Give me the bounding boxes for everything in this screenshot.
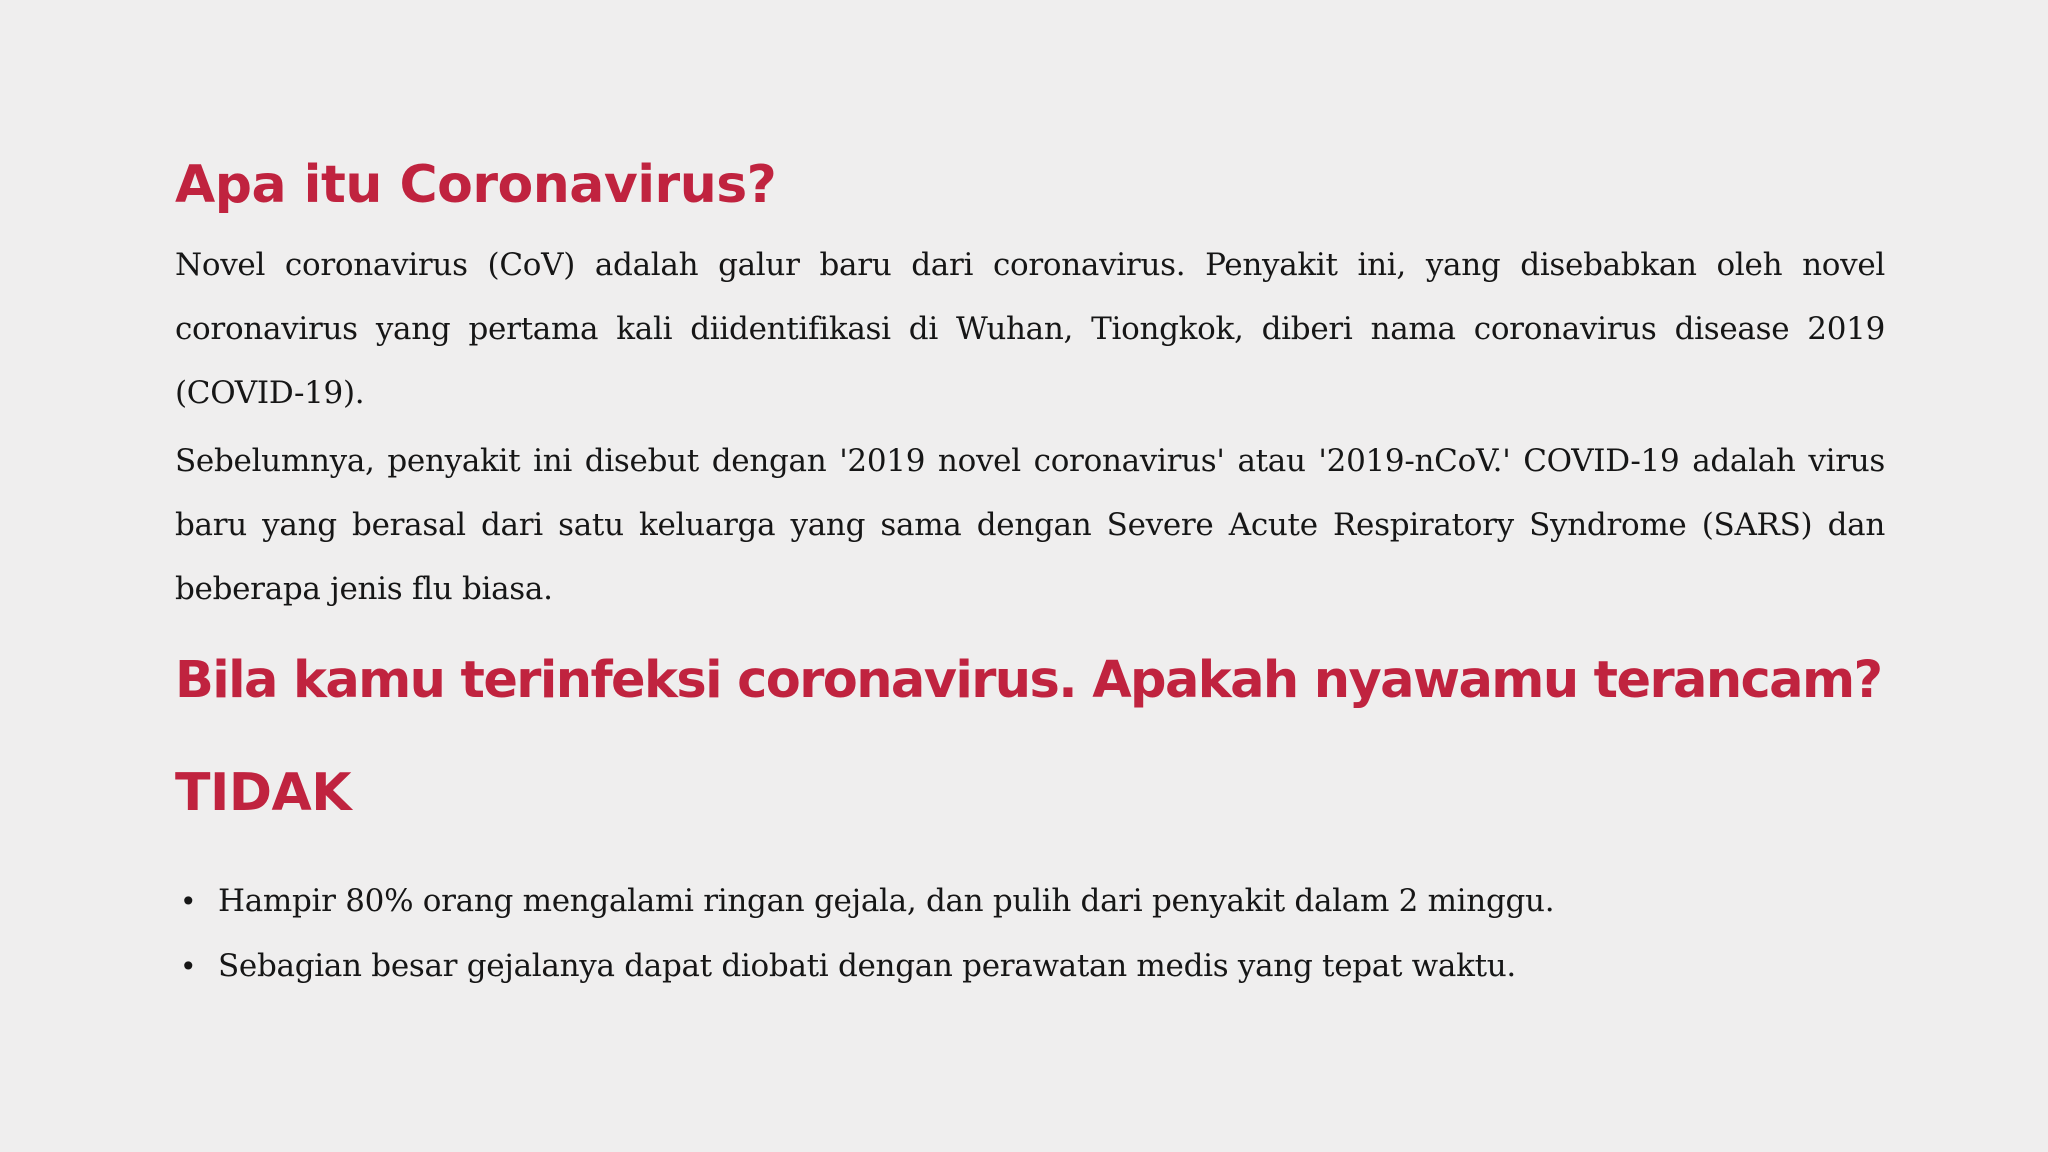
heading-what-is-coronavirus: Apa itu Coronavirus?: [175, 155, 777, 215]
slide-content: [175, 145, 1885, 999]
bullet-list: [175, 869, 1885, 999]
heading-question: Bila kamu terinfeksi coronavirus. Apakah nyawamu terancam?: [175, 651, 1882, 710]
list-item-text: Hampir 80% orang mengalami ringan gejala, dan pulih dari penyakit dalam 2 minggu.: [218, 883, 1555, 919]
list-item: [175, 934, 1885, 999]
paragraph-background: Sebelumnya, penyakit ini disebut dengan '2019 novel coronavirus' atau '2019-nCoV.' COVID-19 adalah virus baru yang berasal dari satu keluarga yang sama dengan Severe Acute Respiratory Syndrome (SARS) dan beberapa jenis flu biasa.: [175, 443, 1885, 607]
heading-answer: TIDAK: [175, 763, 352, 823]
paragraph-definition: Novel coronavirus (CoV) adalah galur baru dari coronavirus. Penyakit ini, yang disebabkan oleh novel coronavirus yang pertama kali diidentifikasi di Wuhan, Tiongkok, diberi nama coronavirus disease 2019 (COVID-19).: [175, 247, 1885, 411]
list-item-text: Sebagian besar gejalanya dapat diobati dengan perawatan medis yang tepat waktu.: [218, 948, 1516, 984]
list-item: [175, 869, 1885, 934]
bullet-icon: •: [180, 950, 197, 983]
bullet-icon: •: [180, 885, 197, 918]
